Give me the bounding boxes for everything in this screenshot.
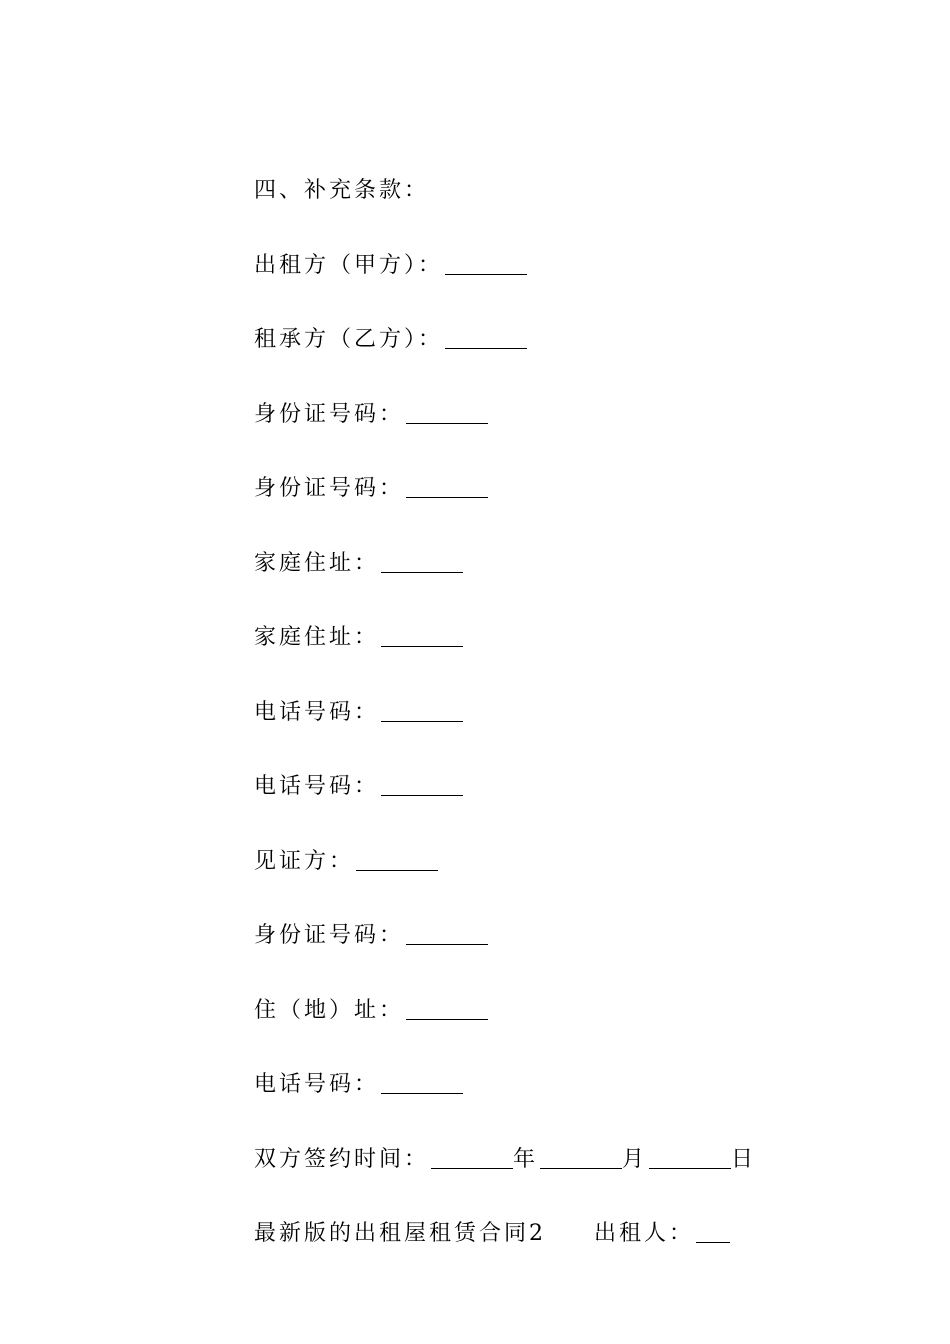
month-blank bbox=[540, 1146, 622, 1169]
id-number-field bbox=[194, 879, 874, 954]
lessor-signature-blank bbox=[696, 1220, 730, 1243]
lessor-signature-label: 出租人： bbox=[593, 1221, 694, 1246]
phone-number-blank bbox=[381, 699, 463, 722]
lessee-field bbox=[194, 283, 874, 358]
witness-field bbox=[194, 805, 874, 880]
home-address-label: 家庭住址： bbox=[253, 625, 379, 650]
witness-blank bbox=[356, 848, 438, 871]
home-address-blank bbox=[381, 550, 463, 573]
phone-number-blank bbox=[381, 773, 463, 796]
signing-date-field bbox=[194, 1103, 874, 1178]
phone-number-blank bbox=[381, 1071, 463, 1094]
phone-number-label: 电话号码： bbox=[253, 1072, 379, 1097]
witness-label: 见证方： bbox=[253, 848, 354, 874]
id-number-blank bbox=[406, 922, 488, 945]
home-address-field bbox=[194, 581, 874, 656]
address-label: 住（地）址： bbox=[253, 997, 404, 1023]
id-number-field bbox=[194, 432, 874, 507]
id-number-blank bbox=[406, 475, 488, 498]
phone-number-field bbox=[194, 730, 874, 805]
id-number-blank bbox=[406, 401, 488, 424]
next-contract-line bbox=[194, 1177, 874, 1252]
day-unit: 日 bbox=[731, 1146, 757, 1172]
year-blank bbox=[431, 1146, 513, 1169]
lessee-blank bbox=[445, 326, 527, 349]
year-unit: 年 bbox=[512, 1146, 538, 1172]
home-address-field bbox=[194, 507, 874, 582]
id-number-label: 身份证号码： bbox=[253, 923, 404, 948]
lessor-blank bbox=[445, 252, 527, 275]
id-number-label: 身份证号码： bbox=[253, 476, 404, 501]
phone-number-field bbox=[194, 656, 874, 731]
signing-date-label: 双方签约时间： bbox=[253, 1146, 429, 1172]
day-blank bbox=[649, 1146, 731, 1169]
lessor-label: 出租方（甲方）： bbox=[253, 252, 443, 278]
document-body bbox=[194, 134, 874, 1252]
address-blank bbox=[406, 997, 488, 1020]
lessee-label: 租承方（乙方）： bbox=[253, 327, 443, 352]
next-contract-title: 最新版的出租屋租赁合同2 bbox=[253, 1221, 546, 1246]
phone-number-label: 电话号码： bbox=[253, 699, 379, 725]
phone-number-label: 电话号码： bbox=[253, 774, 379, 799]
section-heading bbox=[194, 134, 874, 209]
home-address-label: 家庭住址： bbox=[253, 550, 379, 576]
section-heading-text: 四、补充条款： bbox=[253, 178, 429, 203]
lessor-field bbox=[194, 209, 874, 284]
month-unit: 月 bbox=[622, 1146, 648, 1172]
home-address-blank bbox=[381, 624, 463, 647]
id-number-field bbox=[194, 358, 874, 433]
id-number-label: 身份证号码： bbox=[253, 401, 404, 427]
phone-number-field bbox=[194, 1028, 874, 1103]
address-field bbox=[194, 954, 874, 1029]
